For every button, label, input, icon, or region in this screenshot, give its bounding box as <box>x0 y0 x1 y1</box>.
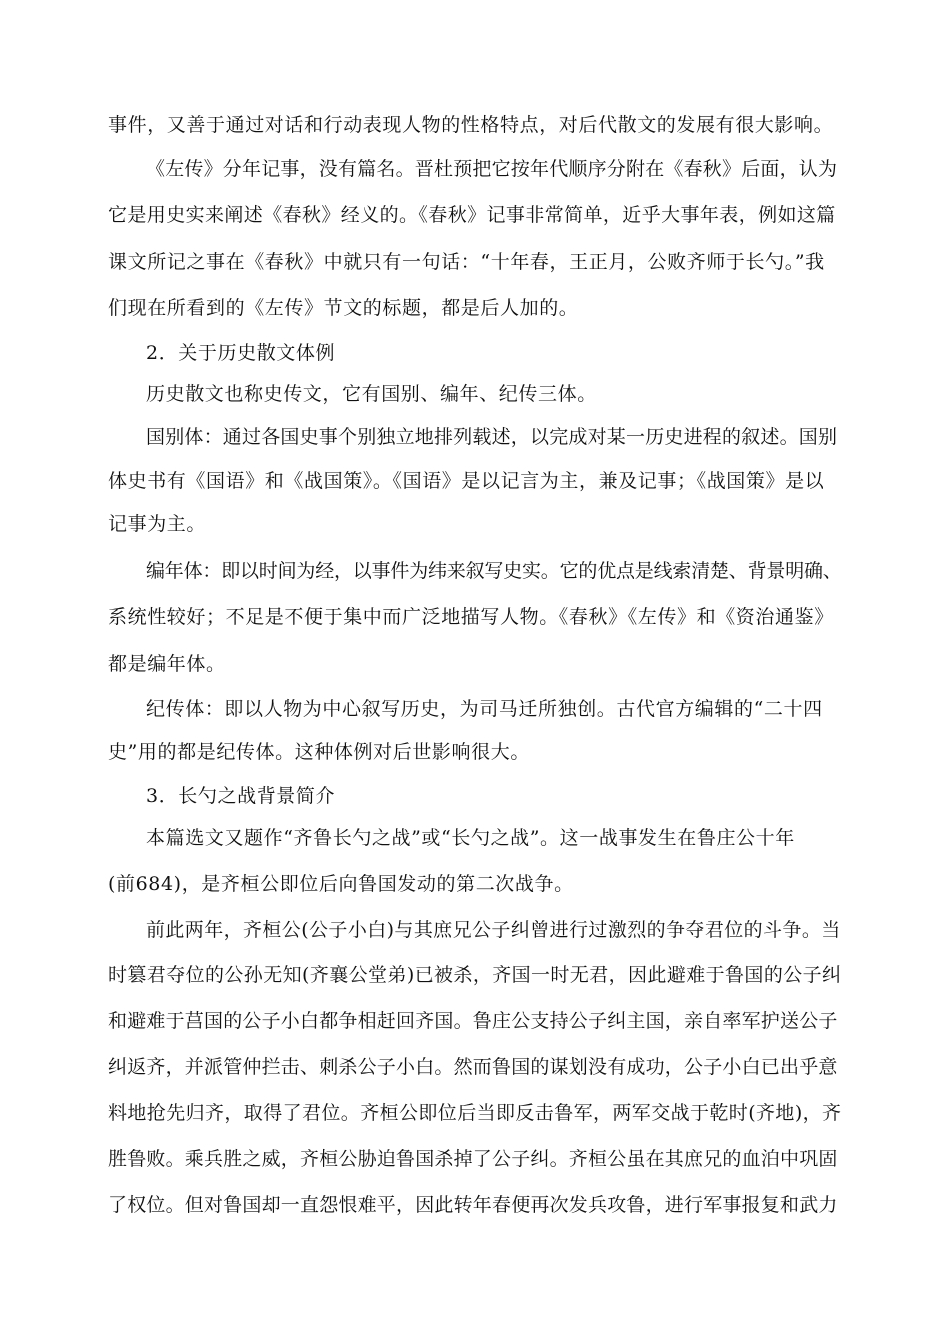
text-line: 历史散文也称史传文，它有国别、编年、纪传三体。 <box>146 383 597 405</box>
text-line: 前此两年，齐桓公(公子小白)与其庶兄公子纠曾进行过激烈的争夺君位的斗争。当 <box>146 919 841 941</box>
text-line: 它是用史实来阐述《春秋》经义的。《春秋》记事非常简单，近乎大事年表，例如这篇 <box>108 204 836 226</box>
text-line: 事件，又善于通过对话和行动表现人物的性格特点，对后代散文的发展有很大影响。 <box>108 114 834 136</box>
text-line: 记事为主。 <box>108 513 207 535</box>
text-line: 纠返齐，并派管仲拦击、刺杀公子小白。然而鲁国的谋划没有成功，公子小白已出乎意 <box>108 1056 838 1078</box>
section-heading: 3．长勺之战背景简介 <box>146 785 336 807</box>
text-line: 料地抢先归齐，取得了君位。齐桓公即位后当即反击鲁军，两军交战于乾时(齐地)，齐 <box>108 1102 842 1124</box>
text-line: 都是编年体。 <box>108 653 226 675</box>
text-line: 《左传》分年记事，没有篇名。晋杜预把它按年代顺序分附在《春秋》后面，认为 <box>146 158 838 180</box>
text-line: 和避难于莒国的公子小白都争相赶回齐国。鲁庄公支持公子纠主国，亲自率军护送公子 <box>108 1010 838 1032</box>
text-line: 体史书有《国语》和《战国策》。《国语》是以记言为主，兼及记事；《战国策》是以 <box>108 470 825 492</box>
text-line: (前684)，是齐桓公即位后向鲁国发动的第二次战争。 <box>108 873 574 895</box>
text-line: 史”用的都是纪传体。这种体例对后世影响很大。 <box>108 741 530 763</box>
text-line: 系统性较好；不足是不便于集中而广泛地描写人物。《春秋》《左传》和《资治通鉴》 <box>108 606 834 628</box>
section-heading: 2．关于历史散文体例 <box>146 342 336 364</box>
text-line: 编年体：即以时间为经，以事件为纬来叙写史实。它的优点是线索清楚、背景明确、 <box>146 560 842 582</box>
text-line: 课文所记之事在《春秋》中就只有一句话：“十年春，王正月，公败齐师于长勺。”我 <box>108 251 825 273</box>
text-line: 了权位。但对鲁国却一直怨恨难平，因此转年春便再次发兵攻鲁，进行军事报复和武力 <box>108 1194 838 1216</box>
text-line: 胜鲁败。乘兵胜之威，齐桓公胁迫鲁国杀掉了公子纠。齐桓公虽在其庶兄的血泊中巩固 <box>108 1148 838 1170</box>
text-line: 们现在所看到的《左传》节文的标题，都是后人加的。 <box>108 297 579 319</box>
text-line: 国别体：通过各国史事个别独立地排列载述，以完成对某一历史进程的叙述。国别 <box>146 426 838 448</box>
text-line: 纪传体：即以人物为中心叙写历史，为司马迁所独创。古代官方编辑的“二十四 <box>146 698 823 720</box>
text-line: 时篡君夺位的公孙无知(齐襄公堂弟)已被杀，齐国一时无君，因此避难于鲁国的公子纠 <box>108 964 842 986</box>
text-line: 本篇选文又题作“齐鲁长勺之战”或“长勺之战”。这一战事发生在鲁庄公十年 <box>146 827 795 849</box>
